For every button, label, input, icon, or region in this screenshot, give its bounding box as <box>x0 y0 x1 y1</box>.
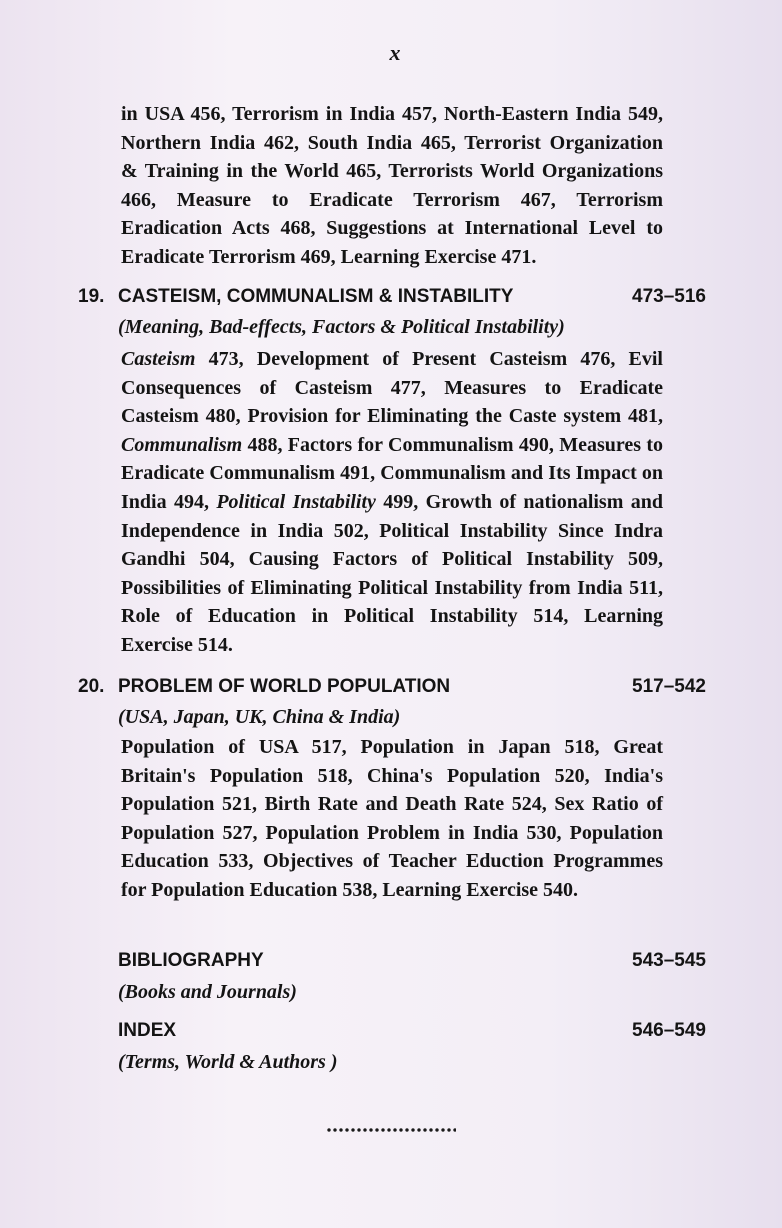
contents-text: 499, Growth of nationalism and Independence in India 502, Political Instability Since Indra Gandhi 504, Causing Factors of Political Instability 509, Possibilities of Eliminating Political Instability from India 511, Role of Education in Political Instability 514, Learning Exercise 514. <box>121 490 663 656</box>
entry-page-range: 546–549 <box>632 1020 706 1041</box>
keyword-casteism: Casteism <box>121 348 196 370</box>
entry-19-contents <box>121 345 663 660</box>
text-line: in USA 456, Terrorism in India 457, North-Eastern India 549, <box>121 103 663 125</box>
toc-bibliography-heading <box>78 950 706 978</box>
entry-number: 20. <box>78 676 105 697</box>
entry-page-range: 473–516 <box>632 286 706 307</box>
entry-20-contents: Population of USA 517, Population in Japan 518, Great Britain's Population 518, China's Population 520, India's Population 521, Birth Rate and Death Rate 524, Sex Ratio of Population 527, Population Problem in India 530, Population Education 533, Objectives of Teacher Eduction Programmes for Population Education 538, Learning Exercise 540. <box>121 736 663 901</box>
keyword-political-instability: Political Instability <box>216 490 376 513</box>
text-line: Eradication Acts 468, Suggestions at International Level to <box>121 217 663 240</box>
entry-page-range: 517–542 <box>632 676 706 697</box>
page-number: x <box>389 40 401 65</box>
text-line: Eradicate Terrorism 469, Learning Exercise 471. <box>121 245 537 268</box>
contents-text: 488, Factors for Communalism 490, Measures to Eradicate Communalism 491, Communalism and Its Impact on India 494, <box>121 433 663 513</box>
toc-entry-20-heading <box>78 676 706 704</box>
entry-subtitle: (Books and Journals) <box>118 981 297 1003</box>
end-ornament <box>326 1126 456 1134</box>
text-line: & Training in the World 465, Terrorists World Organizations <box>121 160 663 183</box>
entry-number: 19. <box>78 286 105 307</box>
entry-subtitle: (Terms, World & Authors ) <box>118 1051 338 1073</box>
text-line: 466, Measure to Eradicate Terrorism 467, Terrorism <box>121 188 663 211</box>
entry-title: CASTEISM, COMMUNALISM & INSTABILITY <box>118 286 514 307</box>
continued-entry-text <box>121 100 663 272</box>
keyword-communalism: Communalism <box>121 433 243 456</box>
entry-page-range: 543–545 <box>632 950 706 971</box>
entry-subtitle: (USA, Japan, UK, China & India) <box>118 706 401 728</box>
entry-subtitle: (Meaning, Bad-effects, Factors & Political Instability) <box>118 316 565 338</box>
toc-entry-19-heading <box>78 286 706 314</box>
toc-index-heading <box>78 1020 706 1048</box>
contents-text: 473, Development of Present Casteism 476, Evil Consequences of Casteism 477, Measures to Eradicate Casteism 480, Provision for Eliminating the Caste system 481, <box>121 348 663 428</box>
entry-title: PROBLEM OF WORLD POPULATION <box>118 676 451 697</box>
text-line: Northern India 462, South India 465, Terrorist Organization <box>121 131 663 154</box>
entry-title: INDEX <box>118 1020 177 1041</box>
entry-title: BIBLIOGRAPHY <box>118 950 264 971</box>
